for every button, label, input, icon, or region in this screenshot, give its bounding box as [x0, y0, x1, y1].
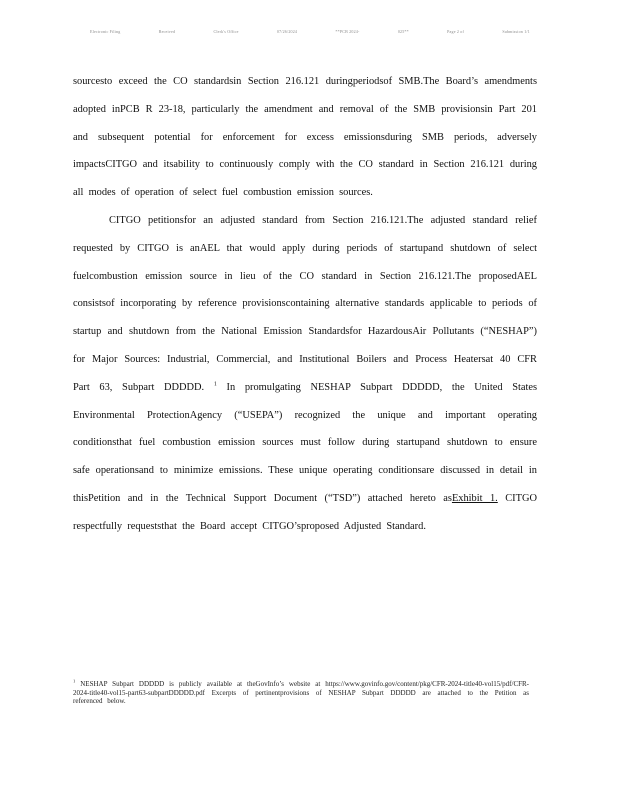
header-item: Submission 1/1 — [502, 29, 530, 34]
header-item: Clerk's Office — [213, 29, 239, 34]
paragraph-1 — [73, 68, 537, 207]
paragraph-2 — [73, 207, 537, 541]
footnote-1 — [73, 680, 529, 706]
document-body — [73, 68, 537, 541]
footnote-text: NESHAP Subpart DDDDD is publicly available at theGovInfo’s website at https://www.govinfo.gov/content/pkg/CFR-2024-title40-vol15/pdf/CFR-2024-title40-vol15-part63-subpartDDDDD.pdf Excerpts of pertinentprovisions of NESHAP Subpart DDDDD are attached to the Petition as referenced below. — [73, 680, 530, 706]
paragraph-2-text-b: In promulgating NESHAP Subpart DDDDD, the United States Environmental ProtectionAgency (“USEPA”) recognized the unique and important operating conditionsthat fuel combustion emission sources must follow during startupand shutdown to ensure safe operationsand to minimize emissions. These unique operating conditionsare discussed in detail in thisPetition and in the Technical Support Document (“TSD”) attached hereto as — [73, 381, 538, 504]
footnote-number: 1 — [73, 678, 76, 684]
paragraph-2-text-c: CITGO respectfully requeststhat the Board accept CITGO’sproposed Adjusted Standard. — [73, 492, 537, 532]
header-item: Received — [158, 29, 176, 34]
footnotes — [73, 680, 529, 706]
exhibit-link[interactable]: Exhibit 1. — [451, 492, 498, 504]
header-item: 07/26/2024 — [276, 29, 298, 34]
paragraph-2-text-a: CITGO petitionsfor an adjusted standard from Section 216.121.The adjusted standard relief requested by CITGO is anAEL that would apply during periods of startupand shutdown of select fuelcombustion emission source in lieu of the CO standard in Section 216.121.The proposedAEL consistsof incorporating by reference provisionscontaining alternative standards applicable to periods of startup and shutdown from the National Emission Standardsfor HazardousAir Pollutants (“NESHAP”) for Major Sources: Industrial, Commercial, and Institutional Boilers and Process Heatersat 40 CFR Part 63, Subpart DDDDD. — [73, 214, 537, 393]
paragraph-1-text: sourcesto exceed the CO standardsin Section 216.121 duringperiodsof SMB.The Board’s amendments adopted inPCB R 23-18, particularly the amendment and removal of the SMB provisionsin Part 201 and subsequent potential for enforcement for excess emissionsduring SMB periods, adversely impactsCITGO and itsability to continuously comply with the CO standard in Section 216.121 during all modes of operation of select fuel combustion emission sources. — [73, 76, 537, 199]
header-item: **PCB 2024- — [335, 29, 360, 34]
header-item: Electronic Filing — [90, 29, 121, 34]
filing-header — [90, 29, 530, 34]
footnote-ref[interactable]: 1 — [213, 381, 217, 388]
header-item: 025** — [397, 29, 409, 34]
header-item: Page 2 of — [447, 29, 465, 34]
